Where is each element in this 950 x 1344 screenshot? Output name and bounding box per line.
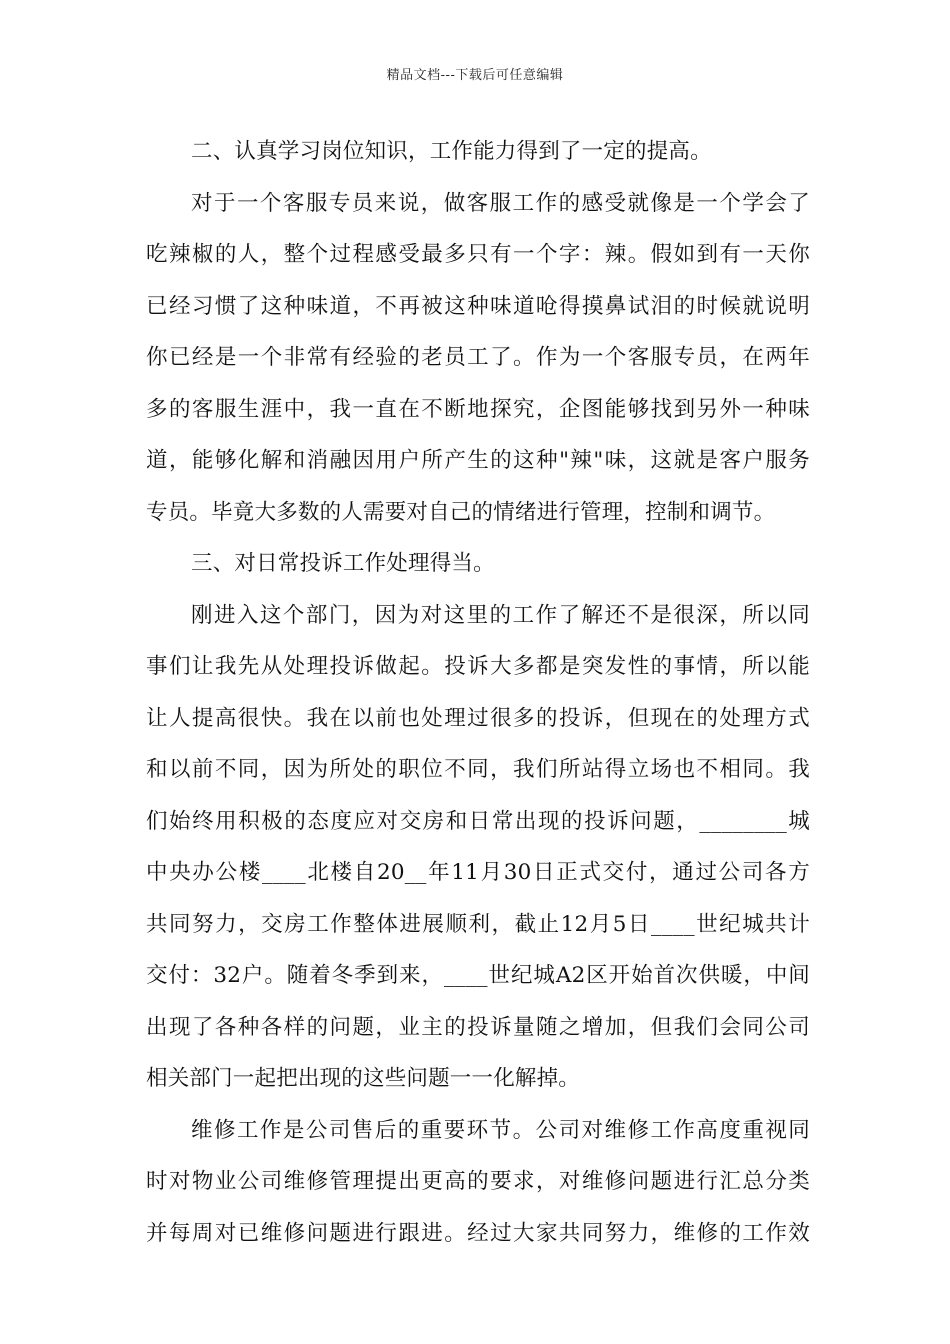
paragraph-line: 你已经是一个非常有经验的老员工了。作为一个客服专员，在两年 bbox=[146, 345, 810, 370]
paragraph-line: 交付：32户。随着冬季到来，____世纪城A2区开始首次供暖，中间 bbox=[146, 963, 810, 988]
paragraph-line: 多的客服生涯中，我一直在不断地探究，企图能够找到另外一种味 bbox=[146, 396, 810, 422]
section-heading: 二、认真学习岗位知识，工作能力得到了一定的提高。 bbox=[191, 139, 712, 164]
paragraph-line: 和以前不同，因为所处的职位不同，我们所站得立场也不相同。我 bbox=[146, 757, 810, 782]
paragraph-line: 们始终用积极的态度应对交房和日常出现的投诉问题，________城 bbox=[146, 808, 810, 834]
paragraph-line: 共同努力，交房工作整体进展顺利，截止12月5日____世纪城共计 bbox=[146, 911, 810, 937]
paragraph-line: 专员。毕竟大多数的人需要对自己的情绪进行管理，控制和调节。 bbox=[146, 499, 776, 525]
paragraph-line: 让人提高很快。我在以前也处理过很多的投诉，但现在的处理方式 bbox=[146, 705, 810, 731]
paragraph-line: 刚进入这个部门，因为对这里的工作了解还不是很深，所以同 bbox=[191, 602, 810, 628]
paragraph-line: 道，能够化解和消融因用户所产生的这种"辣"味，这就是客户服务 bbox=[146, 448, 810, 473]
paragraph-line: 相关部门一起把出现的这些问题一一化解掉。 bbox=[146, 1066, 581, 1091]
page-header: 精品文档---下载后可任意编辑 bbox=[386, 68, 564, 83]
paragraph-line: 并每周对已维修问题进行跟进。经过大家共同努力，维修的工作效 bbox=[146, 1220, 810, 1246]
paragraph-line: 维修工作是公司售后的重要环节。公司对维修工作高度重视同 bbox=[191, 1117, 810, 1143]
paragraph-line: 事们让我先从处理投诉做起。投诉大多都是突发性的事情，所以能 bbox=[146, 654, 810, 679]
document-body bbox=[146, 130, 810, 1263]
paragraph-line: 已经习惯了这种味道，不再被这种味道呛得摸鼻试泪的时候就说明 bbox=[146, 293, 810, 319]
paragraph-line: 时对物业公司维修管理提出更高的要求，对维修问题进行汇总分类 bbox=[146, 1169, 810, 1194]
paragraph-line: 出现了各种各样的问题，业主的投诉量随之增加，但我们会同公司 bbox=[146, 1014, 810, 1040]
paragraph-line: 吃辣椒的人，整个过程感受最多只有一个字：辣。假如到有一天你 bbox=[146, 242, 810, 267]
paragraph-line: 中央办公楼____北楼自20__年11月30日正式交付，通过公司各方 bbox=[146, 860, 810, 885]
section-heading: 三、对日常投诉工作处理得当。 bbox=[191, 551, 495, 576]
paragraph-line: 对于一个客服专员来说，做客服工作的感受就像是一个学会了 bbox=[191, 190, 810, 216]
